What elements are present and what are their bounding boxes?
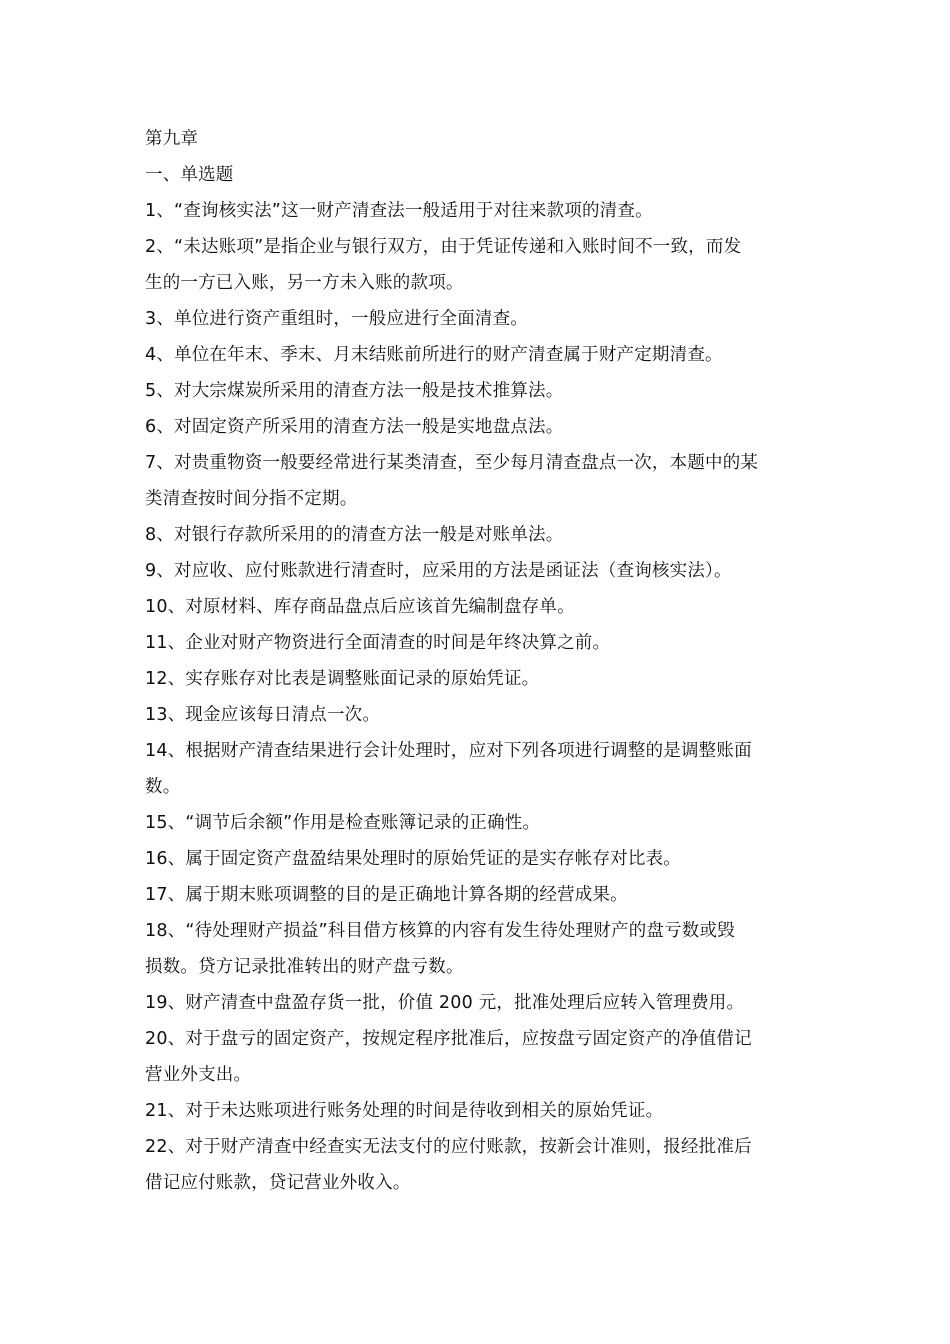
text-line: 营业外支出。 [145,1065,252,1085]
text-line: 1、“查询核实法”这一财产清查法一般适用于对往来款项的清查。 [145,201,653,221]
text-line: 15、“调节后余额”作用是检查账簿记录的正确性。 [145,813,541,833]
section-title: 一、单选题 [145,165,234,185]
text-line: 借记应付账款，贷记营业外收入。 [145,1173,411,1193]
chapter-title: 第九章 [145,129,199,149]
text-line: 16、属于固定资产盘盈结果处理时的原始凭证的是实存帐存对比表。 [145,849,681,869]
text-line: 8、对银行存款所采用的的清查方法一般是对账单法。 [145,525,564,545]
text-line: 5、对大宗煤炭所采用的清查方法一般是技术推算法。 [145,381,564,401]
text-line: 17、属于期末账项调整的目的是正确地计算各期的经营成果。 [145,885,628,905]
text-line: 类清查按时间分指不定期。 [145,489,358,509]
text-line: 生的一方已入账，另一方未入账的款项。 [145,273,464,293]
text-line: 22、对于财产清查中经查实无法支付的应付账款，按新会计准则，报经批准后 [145,1137,752,1157]
text-line: 10、对原材料、库存商品盘点后应该首先编制盘存单。 [145,597,575,617]
text-line: 20、对于盘亏的固定资产，按规定程序批准后，应按盘亏固定资产的净值借记 [145,1029,752,1049]
text-line: 19、财产清查中盘盈存货一批，价值 200 元，批准处理后应转入管理费用。 [145,993,745,1013]
text-line: 11、企业对财产物资进行全面清查的时间是年终决算之前。 [145,633,611,653]
question-list [145,193,810,1201]
text-line: 12、实存账存对比表是调整账面记录的原始凭证。 [145,669,540,689]
text-line: 损数。贷方记录批准转出的财产盘亏数。 [145,957,464,977]
document-page [145,121,810,1201]
text-line: 7、对贵重物资一般要经常进行某类清查，至少每月清查盘点一次，本题中的某 [145,453,759,473]
text-line: 14、根据财产清查结果进行会计处理时，应对下列各项进行调整的是调整账面 [145,741,752,761]
text-line: 13、现金应该每日清点一次。 [145,705,381,725]
text-line: 4、单位在年末、季末、月末结账前所进行的财产清查属于财产定期清查。 [145,345,723,365]
text-line: 6、对固定资产所采用的清查方法一般是实地盘点法。 [145,417,564,437]
text-line: 18、“待处理财产损益”科目借方核算的内容有发生待处理财产的盘亏数或毁 [145,921,735,941]
text-line: 2、“未达账项”是指企业与银行双方，由于凭证传递和入账时间不一致，而发 [145,237,742,257]
text-line: 3、单位进行资产重组时，一般应进行全面清查。 [145,309,529,329]
text-line: 9、对应收、应付账款进行清查时，应采用的方法是函证法（查询核实法）。 [145,561,732,581]
text-line: 数。 [145,777,181,797]
text-line: 21、对于未达账项进行账务处理的时间是待收到相关的原始凭证。 [145,1101,664,1121]
